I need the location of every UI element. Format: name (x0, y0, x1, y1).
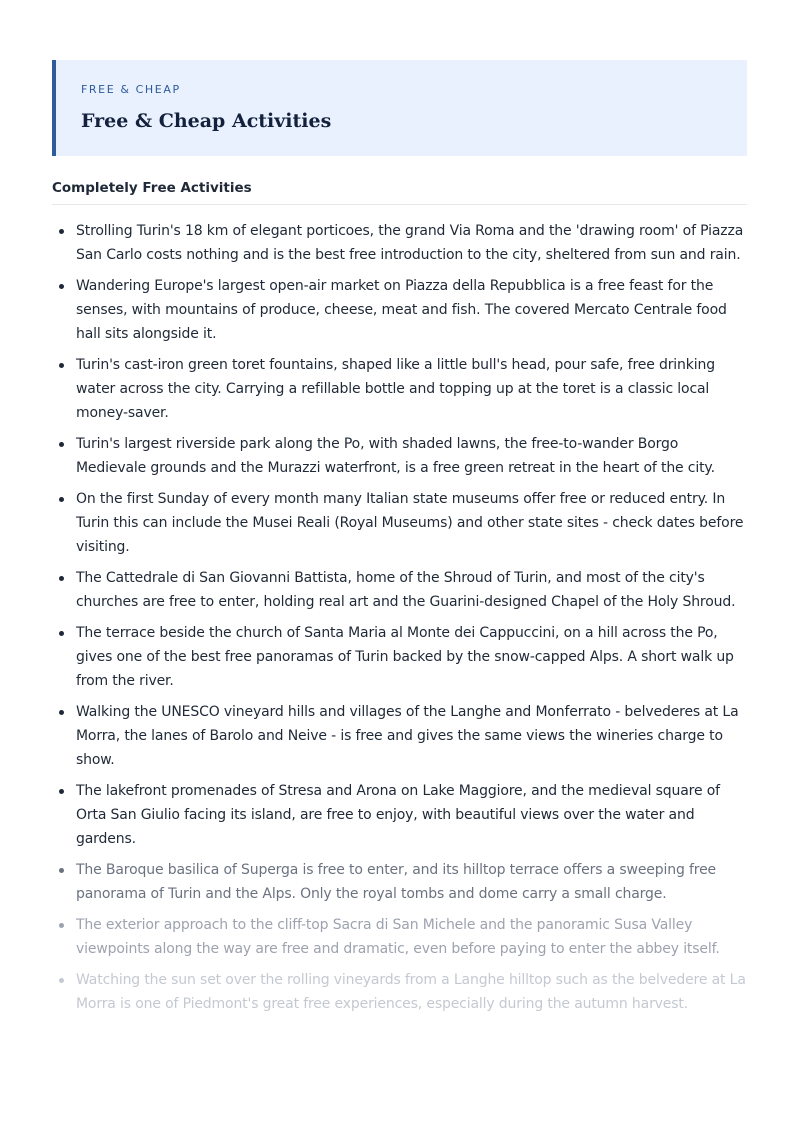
list-item-text: The Baroque basilica of Superga is free to enter, and its hilltop terrace offers a sweeping free panorama of Turin and the Alps. Only the royal tombs and dome carry a small charge. (76, 862, 717, 902)
list-item (52, 913, 747, 961)
list-item-text: Strolling Turin's 18 km of elegant porticoes, the grand Via Roma and the 'drawing room' of Piazza San Carlo costs nothing and is the best free introduction to the city, sheltered from sun and rain. (76, 223, 744, 263)
bullet-icon (59, 868, 64, 873)
list-item-text: On the first Sunday of every month many Italian state museums offer free or reduced entry. In Turin this can include the Musei Reali (Royal Museums) and other state sites - check dates before visiting. (76, 491, 744, 555)
list-item (52, 219, 747, 267)
banner-eyebrow: FREE & CHEAP (81, 83, 181, 96)
list-item (52, 779, 747, 851)
bullet-icon (59, 497, 64, 502)
bullet-icon (59, 978, 64, 983)
section-banner (52, 60, 747, 156)
list-item-text: Walking the UNESCO vineyard hills and villages of the Langhe and Monferrato - belvederes at La Morra, the lanes of Barolo and Neive - is free and gives the same views the wineries charge to show. (76, 704, 739, 768)
bullet-icon (59, 363, 64, 368)
page-content (52, 60, 747, 1023)
list-item-text: Wandering Europe's largest open-air market on Piazza della Repubblica is a free feast for the senses, with mountains of produce, cheese, meat and fish. The covered Mercato Centrale food hall sits alongside it. (76, 278, 727, 342)
bullet-icon (59, 710, 64, 715)
list-item (52, 487, 747, 559)
list-item-text: The Cattedrale di San Giovanni Battista, home of the Shroud of Turin, and most of the city's churches are free to enter, holding real art and the Guarini-designed Chapel of the Holy Shroud. (76, 570, 736, 610)
bullet-icon (59, 789, 64, 794)
list-item (52, 432, 747, 480)
list-item (52, 700, 747, 772)
list-item (52, 566, 747, 614)
bullet-icon (59, 576, 64, 581)
banner-title: Free & Cheap Activities (81, 110, 332, 132)
list-item (52, 858, 747, 906)
list-item-text: The lakefront promenades of Stresa and Arona on Lake Maggiore, and the medieval square of Orta San Giulio facing its island, are free to enjoy, with beautiful views over the water and gardens. (76, 783, 720, 847)
bullet-icon (59, 923, 64, 928)
bullet-icon (59, 229, 64, 234)
list-item-text: The terrace beside the church of Santa Maria al Monte dei Cappuccini, on a hill across the Po, gives one of the best free panoramas of Turin backed by the snow-capped Alps. A short walk up from the river. (76, 625, 734, 689)
list-item (52, 274, 747, 346)
bullet-icon (59, 442, 64, 447)
list-item (52, 968, 747, 1016)
list-item (52, 353, 747, 425)
activity-list (52, 219, 747, 1016)
list-item (52, 621, 747, 693)
list-item-text: The exterior approach to the cliff-top Sacra di San Michele and the panoramic Susa Valley viewpoints along the way are free and dramatic, even before paying to enter the abbey itself. (76, 917, 720, 957)
list-item-text: Turin's cast-iron green toret fountains, shaped like a little bull's head, pour safe, free drinking water across the city. Carrying a refillable bottle and topping up at the toret is a classic local money-saver. (76, 357, 715, 421)
list-item-text: Watching the sun set over the rolling vineyards from a Langhe hilltop such as the belvedere at La Morra is one of Piedmont's great free experiences, especially during the autumn harvest. (76, 972, 746, 1012)
section-heading: Completely Free Activities (52, 180, 747, 205)
list-item-text: Turin's largest riverside park along the Po, with shaded lawns, the free-to-wander Borgo Medievale grounds and the Murazzi waterfront, is a free green retreat in the heart of the city. (76, 436, 715, 476)
bullet-icon (59, 631, 64, 636)
bullet-icon (59, 284, 64, 289)
